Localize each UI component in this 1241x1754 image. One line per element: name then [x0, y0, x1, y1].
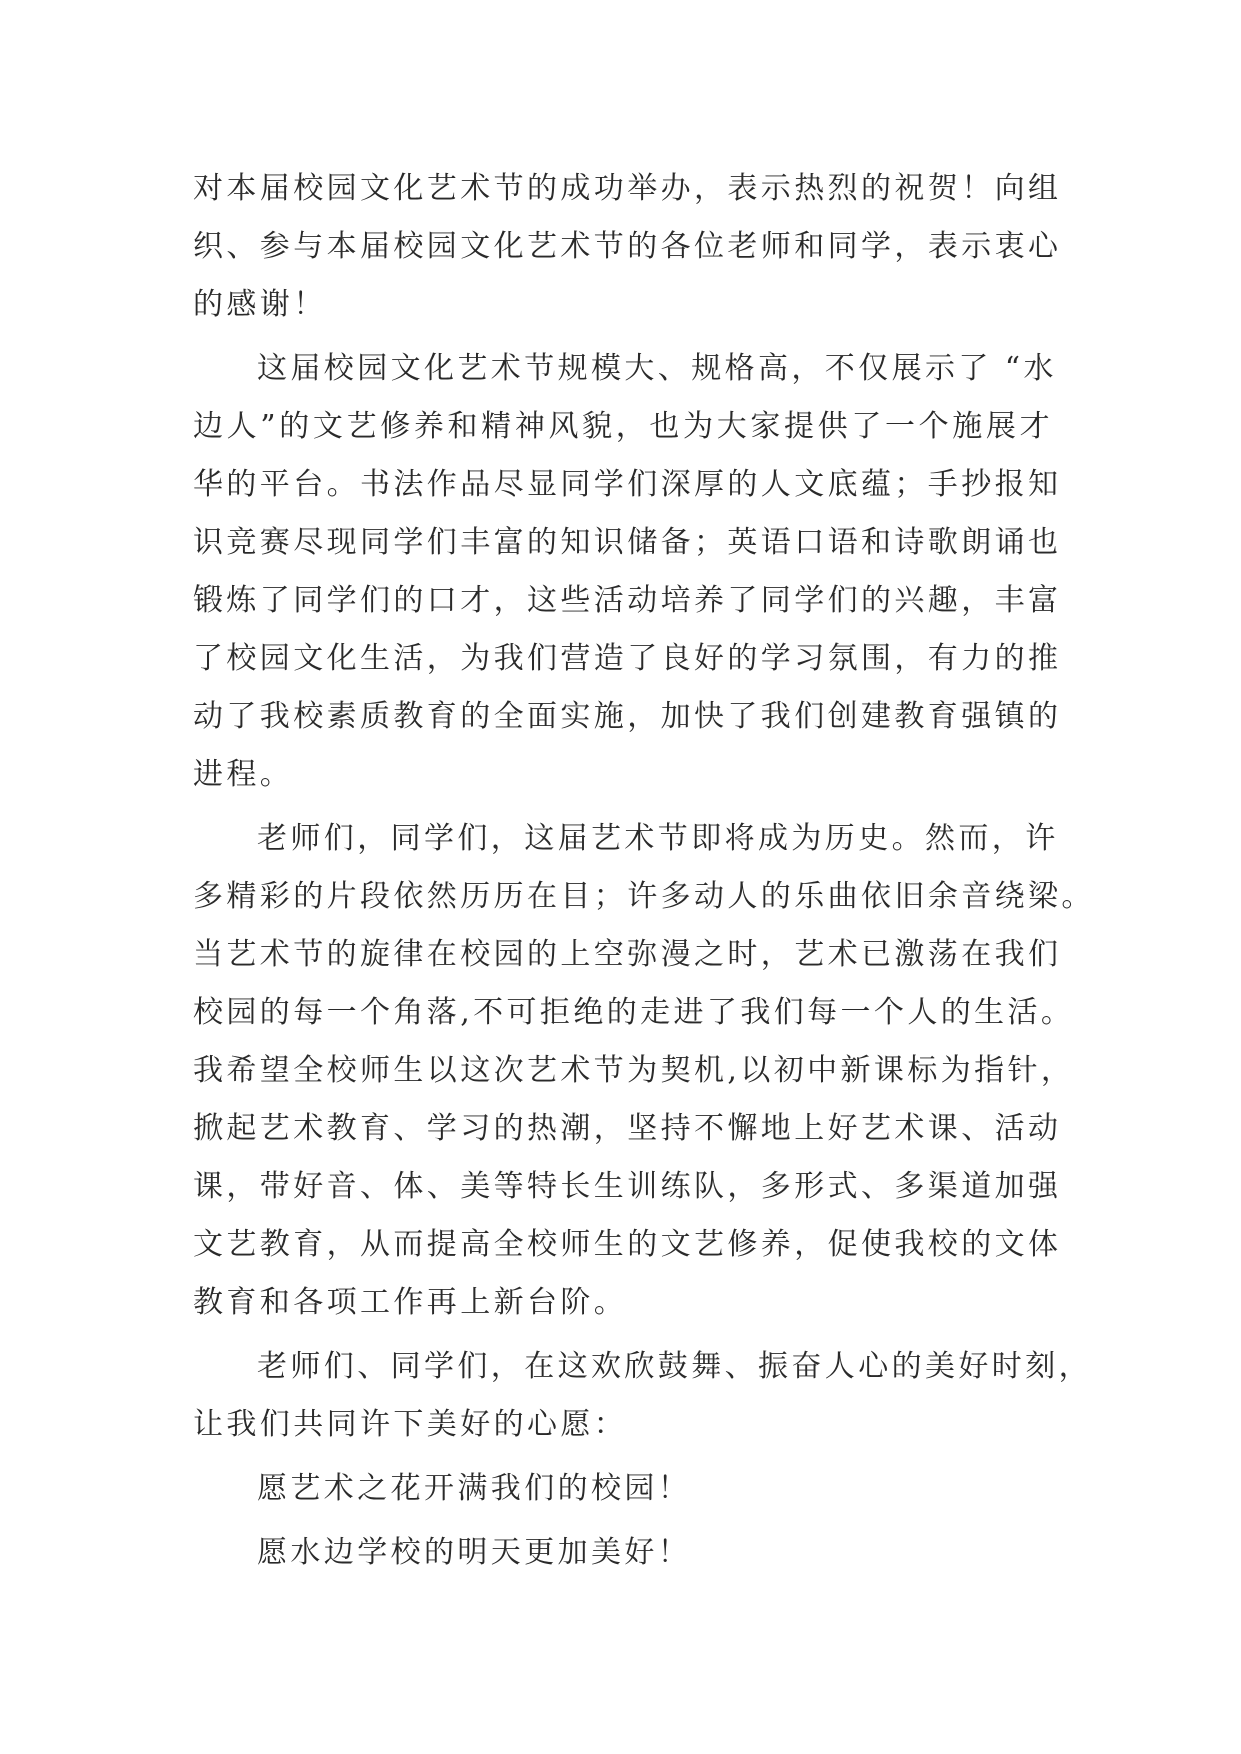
- paragraph: [193, 810, 1095, 1332]
- text-line: 对本届校园文化艺术节的成功举办，表示热烈的祝贺！向组: [193, 171, 1062, 206]
- text-line: 老师们、同学们，在这欢欣鼓舞、振奋人心的美好时刻，: [257, 1349, 1092, 1384]
- paragraph: [193, 1338, 1092, 1454]
- text-line: 老师们，同学们，这届艺术节即将成为历史。然而，许: [257, 821, 1059, 856]
- paragraph: [193, 160, 1062, 334]
- paragraph: [193, 340, 1062, 804]
- document-body: [193, 160, 1095, 1588]
- text-line: 华的平台。书法作品尽显同学们深厚的人文底蕴；手抄报知: [193, 467, 1062, 502]
- text-line: 动了我校素质教育的全面实施，加快了我们创建教育强镇的: [193, 699, 1062, 734]
- text-line: 教育和各项工作再上新台阶。: [193, 1285, 628, 1320]
- text-line: 的感谢！: [193, 287, 327, 322]
- text-line: 我希望全校师生以这次艺术节为契机,以初中新课标为指针，: [193, 1053, 1075, 1088]
- text-line: 课，带好音、体、美等特长生训练队，多形式、多渠道加强: [193, 1169, 1062, 1204]
- text-line: 织、参与本届校园文化艺术节的各位老师和同学，表示衷心: [193, 229, 1062, 264]
- text-line: 文艺教育，从而提高全校师生的文艺修养，促使我校的文体: [193, 1227, 1062, 1262]
- text-line: 愿水边学校的明天更加美好！: [257, 1535, 692, 1570]
- text-line: 愿艺术之花开满我们的校园！: [257, 1471, 692, 1506]
- text-line: 进程。: [193, 757, 294, 792]
- text-line: 校园的每一个角落,不可拒绝的走进了我们每一个人的生活。: [193, 995, 1075, 1030]
- text-line: 了校园文化生活，为我们营造了良好的学习氛围，有力的推: [193, 641, 1062, 676]
- text-line: 锻炼了同学们的口才，这些活动培养了同学们的兴趣，丰富: [193, 583, 1062, 618]
- text-line: 掀起艺术教育、学习的热潮，坚持不懈地上好艺术课、活动: [193, 1111, 1062, 1146]
- paragraph: [193, 1460, 1053, 1518]
- paragraph: [193, 1524, 1053, 1582]
- text-line: 边人”的文艺修养和精神风貌，也为大家提供了一个施展才: [193, 409, 1053, 444]
- text-line: 当艺术节的旋律在校园的上空弥漫之时，艺术已激荡在我们: [193, 937, 1062, 972]
- text-line: 让我们共同许下美好的心愿：: [193, 1407, 628, 1442]
- text-line: 识竞赛尽现同学们丰富的知识储备；英语口语和诗歌朗诵也: [193, 525, 1062, 560]
- text-line: 多精彩的片段依然历历在目；许多动人的乐曲依旧余音绕梁。: [193, 879, 1095, 914]
- text-line: 这届校园文化艺术节规模大、规格高，不仅展示了 “水: [257, 351, 1057, 386]
